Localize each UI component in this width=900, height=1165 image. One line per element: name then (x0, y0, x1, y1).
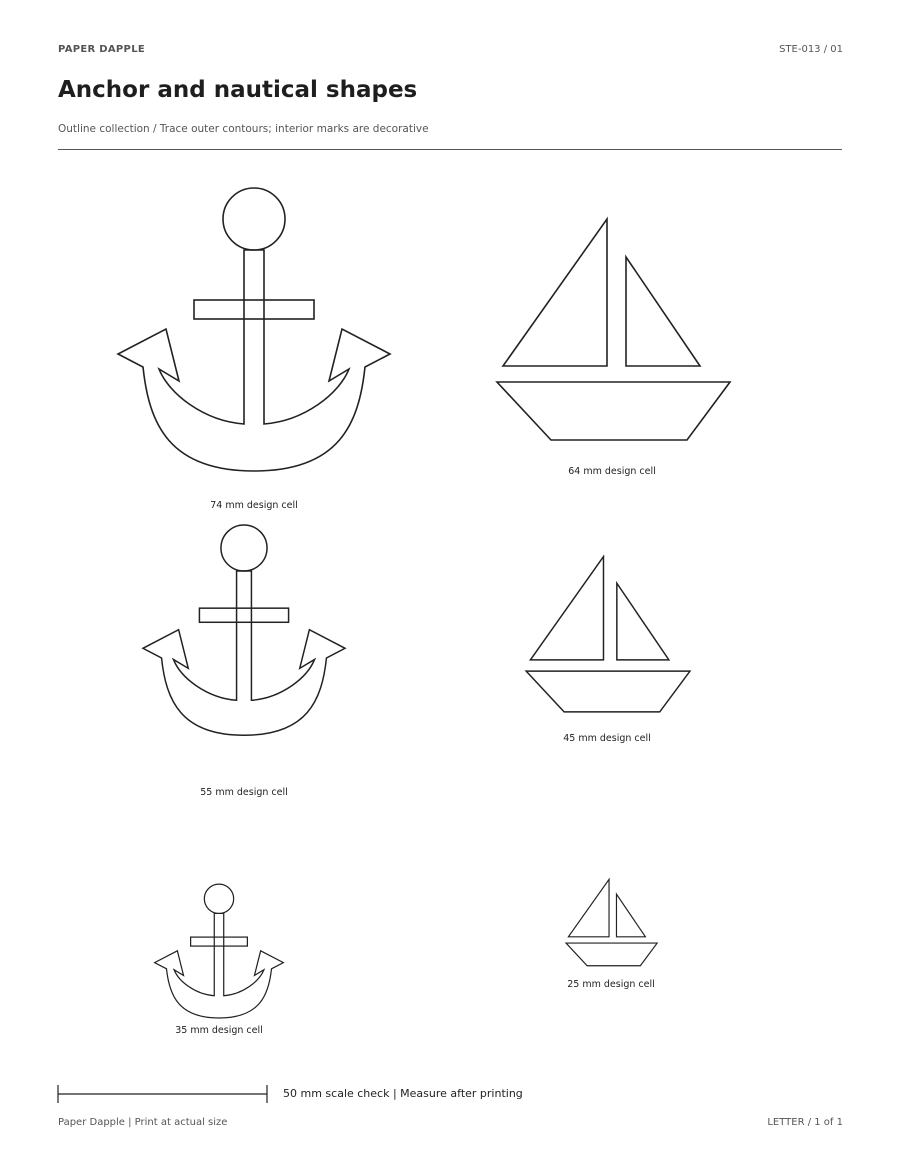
design-cell-caption: 64 mm design cell (568, 466, 656, 477)
design-cell-caption: 45 mm design cell (563, 733, 651, 744)
design-cell-caption: 25 mm design cell (567, 979, 655, 990)
page-subtitle: Outline collection / Trace outer contours; interior marks are decorative (58, 123, 429, 135)
anchor-outline-55mm (143, 525, 345, 735)
scale-check-label: 50 mm scale check | Measure after printing (283, 1087, 523, 1100)
sailboat-outline-25mm (566, 879, 657, 965)
footer-left-text: Paper Dapple | Print at actual size (58, 1117, 228, 1128)
design-cell-caption: 55 mm design cell (200, 787, 288, 798)
footer-page-info: LETTER / 1 of 1 (767, 1117, 843, 1128)
design-cell-caption: 74 mm design cell (210, 500, 298, 511)
design-cell-caption: 35 mm design cell (175, 1025, 263, 1036)
document-code: STE-013 / 01 (779, 44, 843, 55)
anchor-outline-35mm (155, 884, 284, 1018)
scale-bar (58, 1085, 267, 1103)
page-title: Anchor and nautical shapes (58, 77, 418, 103)
sailboat-outline-45mm (526, 557, 690, 712)
sailboat-outline-64mm (497, 219, 730, 440)
brand-name: PAPER DAPPLE (58, 44, 145, 55)
anchor-outline-74mm (118, 188, 390, 471)
